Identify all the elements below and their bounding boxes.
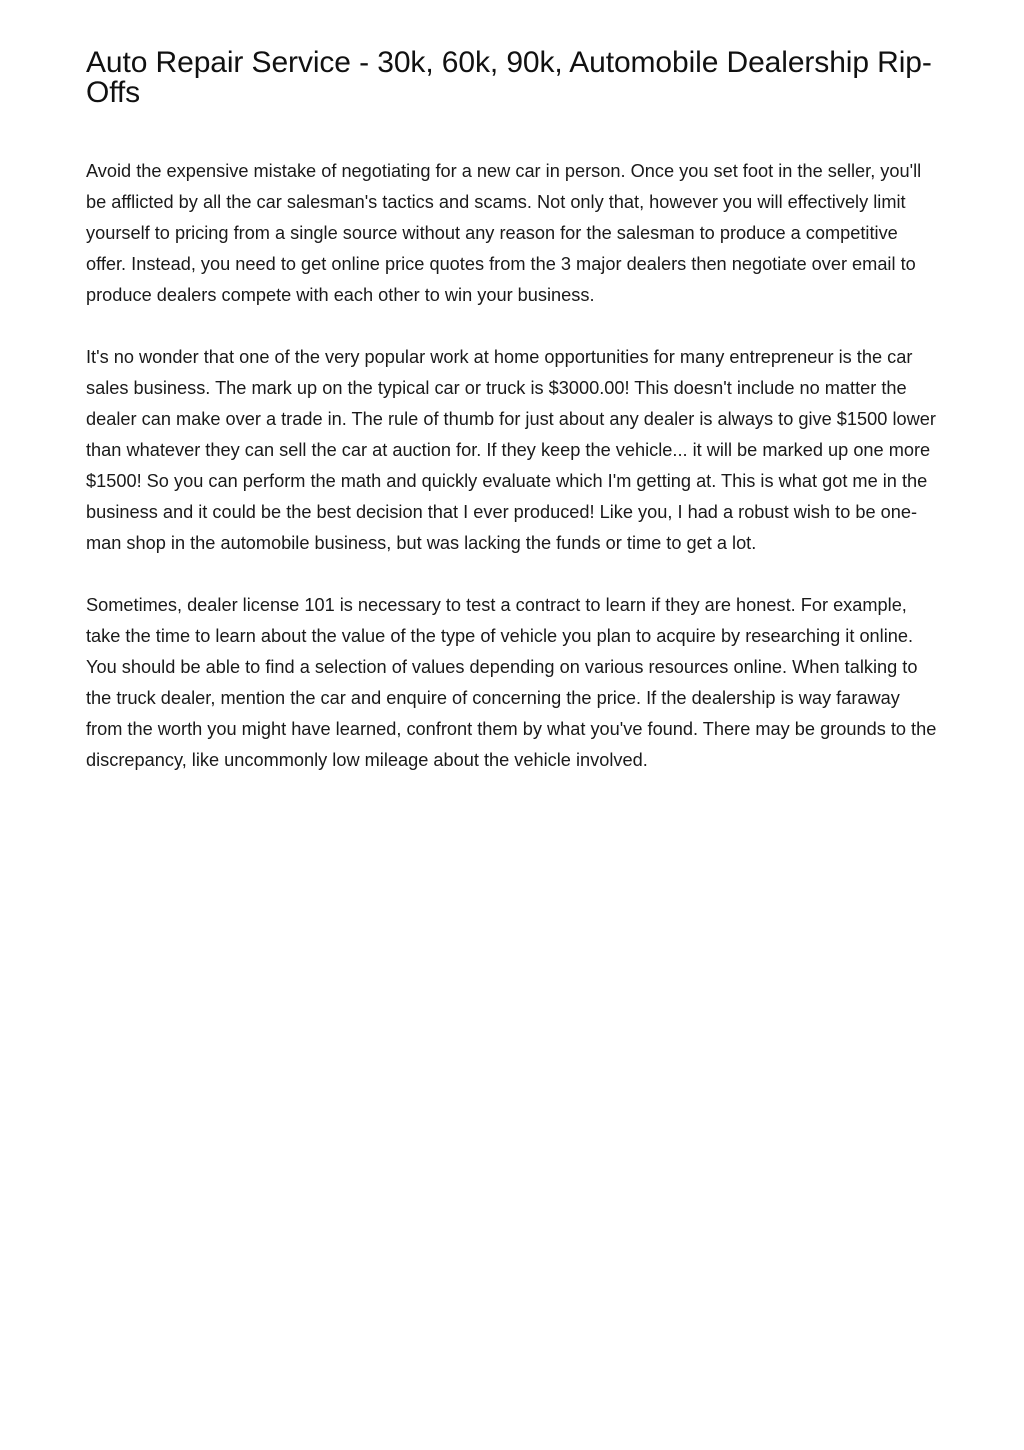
document-body xyxy=(86,156,940,776)
paragraph-1: Avoid the expensive mistake of negotiating for a new car in person. Once you set foot in the seller, you'll be afflicted by all the car salesman's tactics and scams. Not only that, however you will effectively limit yourself to pricing from a single source without any reason for the salesman to produce a competitive offer. Instead, you need to get online price quotes from the 3 major dealers then negotiate over email to produce dealers compete with each other to win your business. xyxy=(86,161,922,305)
paragraph-3: Sometimes, dealer license 101 is necessary to test a contract to learn if they are honest. For example, take the time to learn about the value of the type of vehicle you plan to acquire by researching it online. You should be able to find a selection of values depending on various resources online. When talking to the truck dealer, mention the car and enquire of concerning the price. If the dealership is way faraway from the worth you might have learned, confront them by what you've found. There may be grounds to the discrepancy, like uncommonly low mileage about the vehicle involved. xyxy=(86,595,937,770)
document-title: Auto Repair Service - 30k, 60k, 90k, Automobile Dealership Rip-Offs xyxy=(86,46,932,109)
paragraph-2: It's no wonder that one of the very popular work at home opportunities for many entrepreneur is the car sales business. The mark up on the typical car or truck is $3000.00! This doesn't include no matter the dealer can make over a trade in. The rule of thumb for just about any dealer is always to give $1500 lower than whatever they can sell the car at auction for. If they keep the vehicle... it will be marked up one more $1500! So you can perform the math and quickly evaluate which I'm getting at. This is what got me in the business and it could be the best decision that I ever produced! Like you, I had a robust wish to be one-man shop in the automobile business, but was lacking the funds or time to get a lot. xyxy=(86,347,936,553)
